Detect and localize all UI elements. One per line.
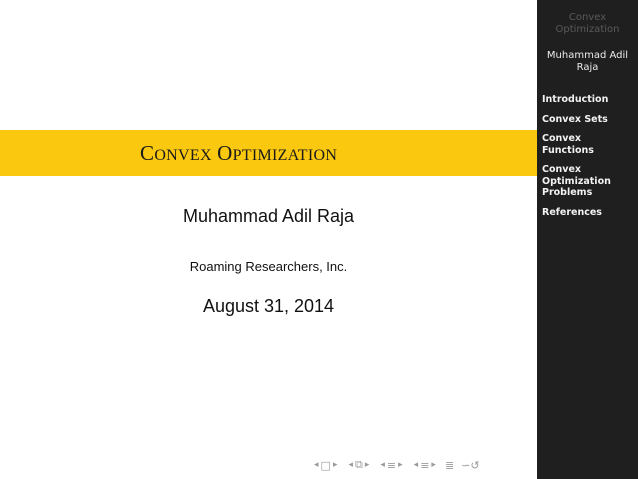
sidebar-item-convex-functions[interactable]: Convex Functions bbox=[542, 133, 594, 156]
back-icon[interactable]: ↺ bbox=[470, 458, 480, 472]
nav-right-arrow-icon[interactable]: ▸ bbox=[398, 460, 403, 470]
nav-frame-group[interactable] bbox=[312, 459, 339, 472]
sidebar-title-line: Optimization bbox=[555, 24, 620, 35]
sidebar-title[interactable] bbox=[537, 12, 638, 36]
title-initial-o: O bbox=[217, 141, 233, 165]
search-icon[interactable]: ∽ bbox=[461, 458, 471, 472]
part-icon[interactable]: ≡ bbox=[420, 458, 430, 472]
title-word-rest-1: ONVEX bbox=[154, 147, 212, 164]
sidebar-item-references[interactable]: References bbox=[542, 206, 602, 218]
slide-author: Muhammad Adil Raja bbox=[182, 206, 355, 226]
sidebar-nav bbox=[542, 94, 636, 226]
sidebar-author-line: Muhammad Adil bbox=[546, 50, 629, 61]
sidebar-author-line: Raja bbox=[576, 62, 599, 73]
sidebar-author bbox=[537, 50, 638, 74]
nav-right-arrow-icon[interactable]: ▸ bbox=[431, 460, 436, 470]
nav-left-arrow-icon[interactable]: ◂ bbox=[314, 460, 319, 470]
frame-icon[interactable]: □ bbox=[320, 458, 331, 472]
sidebar-title-line: Convex bbox=[568, 12, 607, 23]
slide-title bbox=[140, 141, 337, 166]
nav-left-arrow-icon[interactable]: ◂ bbox=[380, 460, 385, 470]
subsection-icon[interactable]: ⧉ bbox=[355, 458, 363, 471]
nav-left-arrow-icon[interactable]: ◂ bbox=[348, 460, 353, 470]
nav-right-arrow-icon[interactable]: ▸ bbox=[332, 460, 338, 470]
nav-subsection-group[interactable] bbox=[346, 458, 371, 472]
title-initial-c: C bbox=[140, 141, 155, 165]
sidebar-item-convex-sets[interactable]: Convex Sets bbox=[542, 113, 608, 125]
title-word-rest-2: PTIMIZATION bbox=[232, 147, 338, 164]
document-icon[interactable]: ≣ bbox=[444, 458, 455, 472]
section-icon[interactable]: ≡ bbox=[386, 458, 397, 472]
slide-date: August 31, 2014 bbox=[202, 296, 335, 316]
nav-section-group[interactable] bbox=[378, 459, 404, 472]
nav-left-arrow-icon[interactable]: ◂ bbox=[413, 460, 419, 470]
beamer-navigation-bar bbox=[312, 457, 487, 473]
sidebar-item-introduction[interactable]: Introduction bbox=[542, 94, 609, 105]
slide-institute: Roaming Researchers, Inc. bbox=[189, 259, 348, 274]
sidebar bbox=[537, 0, 638, 479]
nav-right-arrow-icon[interactable]: ▸ bbox=[364, 460, 370, 470]
nav-part-group[interactable] bbox=[412, 459, 438, 472]
nav-search-group[interactable] bbox=[461, 459, 479, 472]
sidebar-item-convex-optimization-problems[interactable]: Convex Optimization Problems bbox=[542, 164, 611, 198]
nav-doc-group[interactable] bbox=[445, 459, 454, 472]
